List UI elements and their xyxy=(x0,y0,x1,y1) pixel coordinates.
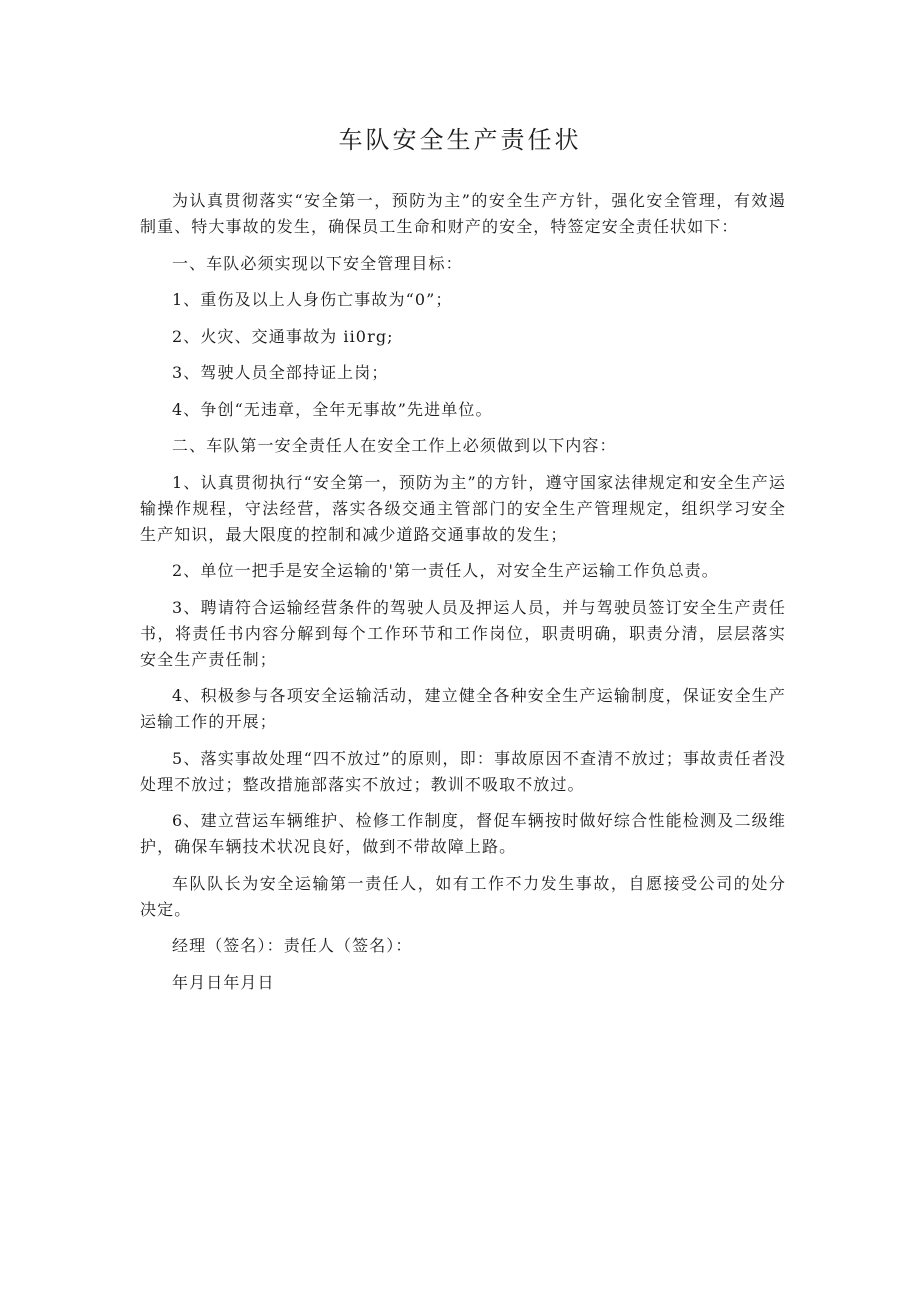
document-title: 车队安全生产责任状 xyxy=(338,126,582,154)
duty-item-6: 6、建立营运车辆维护、检修工作制度，督促车辆按时做好综合性能检测及二级维护，确保车辆技术状况良好，做到不带故障上路。 xyxy=(140,811,786,856)
signature-line: 经理（签名）：责任人（签名）： xyxy=(172,936,413,955)
duty-item-3: 3、聘请符合运输经营条件的驾驶人员及押运人员，并与驾驶员签订安全生产责任书，将责任书内容分解到每个工作环节和工作岗位，职责明确，职责分清，层层落实安全生产责任制； xyxy=(140,597,786,669)
duty-item-5: 5、落实事故处理“四不放过”的原则，即：事故原因不查清不放过；事故责任者没处理不放过；整改措施部落实不放过；教训不吸取不放过。 xyxy=(140,748,786,794)
duty-item-2: 2、单位一把手是安全运输的'第一责任人，对安全生产运输工作负总责。 xyxy=(172,561,719,580)
goal-item-4: 4、争创“无违章，全年无事故”先进单位。 xyxy=(172,399,493,419)
goal-item-3: 3、驾驶人员全部持证上岗； xyxy=(172,363,389,382)
document-body xyxy=(140,188,786,1006)
closing-paragraph: 车队队长为安全运输第一责任人，如有工作不力发生事故，自愿接受公司的处分决定。 xyxy=(140,873,786,919)
goal-item-2: 2、火灾、交通事故为 ii0rg; xyxy=(172,326,394,346)
goal-item-1: 1、重伤及以上人身伤亡事故为“0”； xyxy=(172,290,453,309)
paragraph-intro: 为认真贯彻落实“安全第一，预防为主”的安全生产方针，强化安全管理，有效遏制重、特大事故的发生，确保员工生命和财产的安全，特签定安全责任状如下： xyxy=(140,191,786,236)
date-line: 年月日年月日 xyxy=(172,972,275,992)
duty-item-1: 1、认真贯彻执行“安全第一，预防为主”的方针，遵守国家法律规定和安全生产运输操作规程，守法经营，落实各级交通主管部门的安全生产管理规定，组织学习安全生产知识，最大限度的控制和减少道路交通事故的发生； xyxy=(140,472,786,544)
section-heading-1: 一、车队必须实现以下安全管理目标： xyxy=(172,253,463,273)
duty-item-4: 4、积极参与各项安全运输活动，建立健全各种安全生产运输制度，保证安全生产运输工作的开展； xyxy=(140,686,786,731)
section-heading-2: 二、车队第一安全责任人在安全工作上必须做到以下内容： xyxy=(172,436,617,455)
